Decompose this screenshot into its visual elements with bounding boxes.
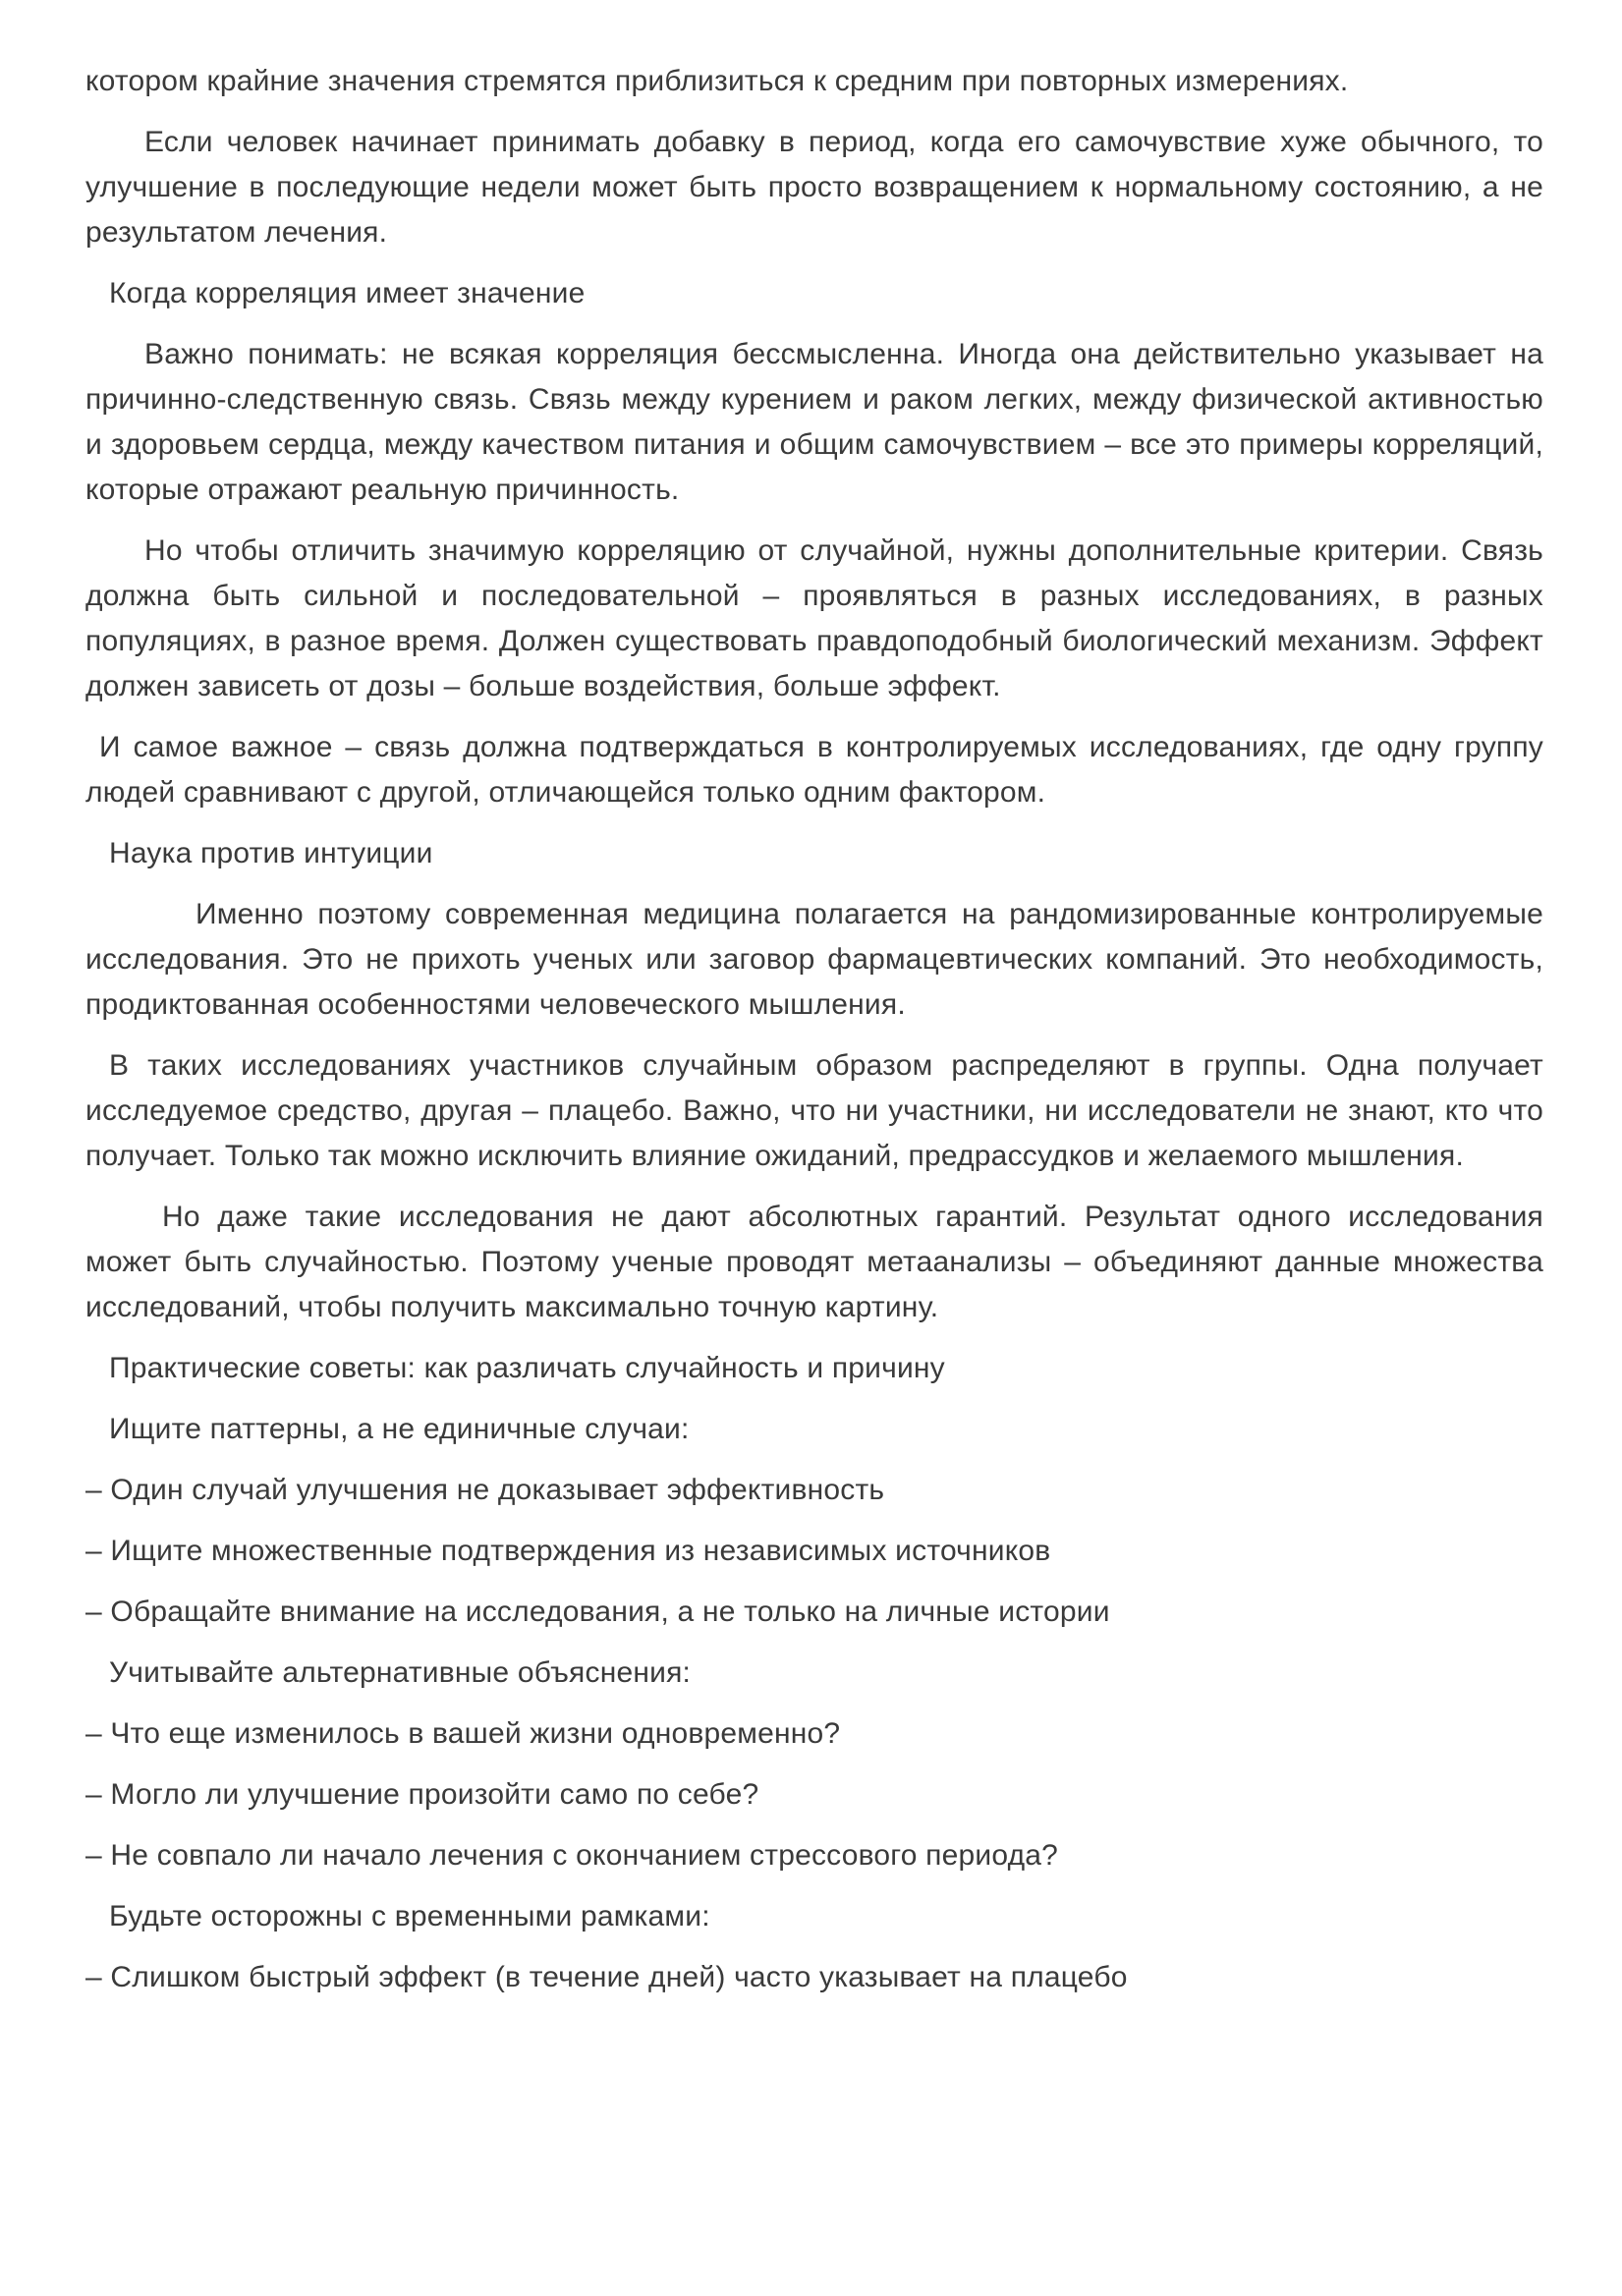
bullet-item: – Что еще изменилось в вашей жизни одновременно? [85,1717,841,1750]
bullet-item: – Слишком быстрый эффект (в течение дней) часто указывает на плацебо [85,1961,1128,1993]
bullet-item: – Один случай улучшения не доказывает эффективность [85,1474,885,1506]
subheading: Будьте осторожны с временными рамками: [109,1900,710,1932]
paragraph: И самое важное – связь должна подтверждаться в контролируемых исследованиях, где одну группу людей сравнивают с другой, отличающейся только одним фактором. [85,731,1543,809]
subheading: Наука против интуиции [109,837,433,869]
bullet-item: – Не совпало ли начало лечения с окончанием стрессового периода? [85,1839,1059,1872]
paragraph: Но чтобы отличить значимую корреляцию от случайной, нужны дополнительные критерии. Связь должна быть сильной и последовательной – проявляться в разных исследованиях, в разных популяциях, в разное время. Должен существовать правдоподобный биологический механизм. Эффект должен зависеть от дозы – больше воздействия, больше эффект. [85,534,1543,702]
paragraph: Важно понимать: не всякая корреляция бессмысленна. Иногда она действительно указывает на причинно-следственную связь. Связь между курением и раком легких, между физической активностью и здоровьем сердца, между качеством питания и общим самочувствием – все это примеры корреляций, которые отражают реальную причинность. [85,338,1543,506]
paragraph: В таких исследованиях участников случайным образом распределяют в группы. Одна получает исследуемое средство, другая – плацебо. Важно, что ни участники, ни исследователи не знают, кто что получает. Только так можно исключить влияние ожиданий, предрассудков и желаемого мышления. [85,1049,1543,1172]
subheading: Когда корреляция имеет значение [109,277,586,309]
paragraph: Если человек начинает принимать добавку в период, когда его самочувствие хуже обычного, то улучшение в последующие недели может быть просто возвращением к нормальному состоянию, а не результатом лечения. [85,126,1543,249]
paragraph: Именно поэтому современная медицина полагается на рандомизированные контролируемые исследования. Это не прихоть ученых или заговор фармацевтических компаний. Это необходимость, продиктованная особенностями человеческого мышления. [85,898,1543,1021]
bullet-item: – Обращайте внимание на исследования, а не только на личные истории [85,1596,1110,1628]
bullet-item: – Могло ли улучшение произойти само по себе? [85,1778,759,1811]
bullet-item: – Ищите множественные подтверждения из независимых источников [85,1535,1051,1567]
paragraph: котором крайние значения стремятся приблизиться к средним при повторных измерениях. [85,65,1349,97]
subheading: Учитывайте альтернативные объяснения: [109,1656,692,1689]
subheading: Практические советы: как различать случайность и причину [109,1352,945,1384]
paragraph: Но даже такие исследования не дают абсолютных гарантий. Результат одного исследования может быть случайностью. Поэтому ученые проводят метаанализы – объединяют данные множества исследований, чтобы получить максимально точную картину. [85,1201,1543,1323]
subheading: Ищите паттерны, а не единичные случаи: [109,1413,690,1445]
